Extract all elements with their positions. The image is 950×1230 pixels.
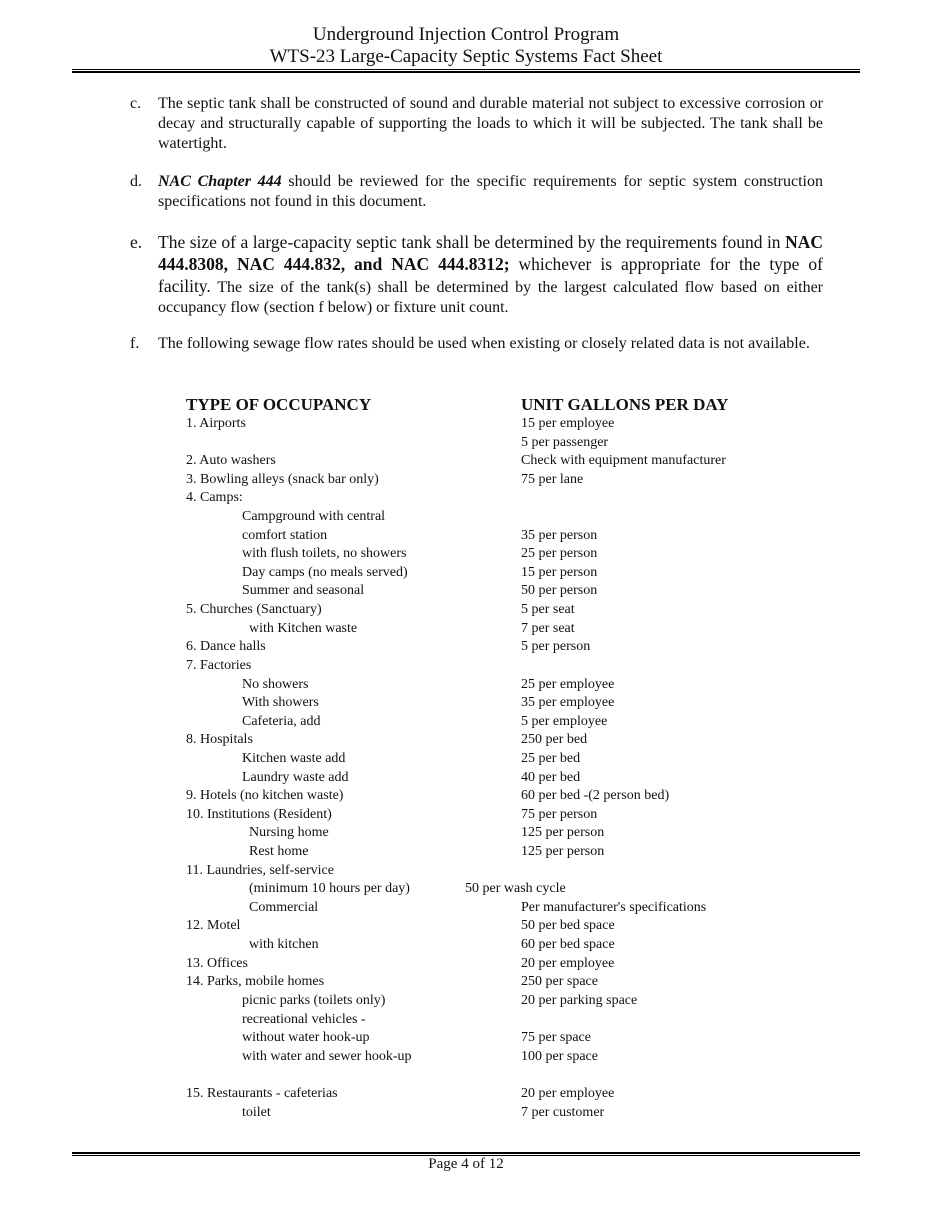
- table-row: With showers 35 per employee: [242, 695, 615, 710]
- table-header-occupancy: TYPE OF OCCUPANCY: [186, 395, 372, 414]
- table-row: toilet 7 per customer: [242, 1105, 605, 1120]
- table-row: 5. Churches (Sanctuary) 5 per seat: [186, 602, 575, 617]
- item-d: [130, 172, 823, 212]
- table-row: Campground with central: [242, 509, 386, 524]
- item-e-reference: NAC 444.8308, NAC 444.832, and NAC 444.8312;: [158, 232, 823, 274]
- item-d-reference: NAC Chapter 444: [158, 173, 282, 190]
- item-d-body: should be reviewed for the specific requirements for septic system construction specifications not found in this document.: [158, 173, 823, 210]
- table-header-gallons: UNIT GALLONS PER DAY: [521, 395, 729, 414]
- item-d-letter: d.: [130, 173, 142, 190]
- table-row: with kitchen 60 per bed space: [249, 937, 615, 952]
- header-program-title: Underground Injection Control Program: [312, 24, 620, 45]
- table-row: 9. Hotels (no kitchen waste) 60 per bed -(2 person bed): [186, 788, 670, 803]
- table-row: Rest home 125 per person: [249, 844, 605, 859]
- table-row: Cafeteria, add 5 per employee: [242, 714, 608, 729]
- table-row: Laundry waste add 40 per bed: [242, 770, 581, 785]
- table-row: recreational vehicles -: [242, 1012, 366, 1027]
- table-row: picnic parks (toilets only) 20 per parking space: [242, 993, 638, 1008]
- table-row: with Kitchen waste 7 per seat: [249, 621, 575, 636]
- table-row: 11. Laundries, self-service: [186, 863, 334, 878]
- table-row: without water hook-up 75 per space: [242, 1030, 591, 1045]
- item-e-text: [158, 232, 823, 318]
- table-row: Commercial Per manufacturer's specifications: [249, 900, 707, 915]
- table-row: 10. Institutions (Resident) 75 per person: [186, 807, 598, 822]
- table-row: 6. Dance halls 5 per person: [186, 639, 591, 654]
- table-row: Day camps (no meals served) 15 per person: [242, 565, 598, 580]
- table-row: 13. Offices 20 per employee: [186, 956, 615, 971]
- table-row: No showers 25 per employee: [242, 677, 615, 692]
- table-row: Nursing home 125 per person: [249, 825, 605, 840]
- header-rule-bottom: [72, 71, 860, 73]
- item-f: [130, 334, 823, 354]
- table-row: 15. Restaurants - cafeterias 20 per employee: [186, 1086, 615, 1101]
- table-row: Summer and seasonal 50 per person: [242, 583, 598, 598]
- table-row: 4. Camps:: [186, 490, 243, 505]
- header-rule-top: [72, 69, 860, 70]
- table-row: 2. Auto washers Check with equipment manufacturer: [186, 453, 726, 468]
- table-row: 8. Hospitals 250 per bed: [186, 732, 588, 747]
- table-row: with flush toilets, no showers 25 per person: [242, 546, 598, 561]
- table-row: 3. Bowling alleys (snack bar only) 75 per lane: [186, 472, 584, 487]
- item-c: [130, 94, 823, 154]
- table-row: 1. Airports 15 per employee: [186, 416, 615, 431]
- item-d-text: [158, 172, 823, 212]
- item-f-text: The following sewage flow rates should be used when existing or closely related data is not available.: [158, 335, 810, 352]
- page-header: [72, 24, 860, 68]
- table-row: 7. Factories: [186, 658, 252, 673]
- table-row: 14. Parks, mobile homes 250 per space: [186, 974, 598, 989]
- item-e-intro: The size of a large-capacity septic tank shall be determined by the requirements found in: [158, 232, 786, 252]
- item-e-facility: whichever is appropriate for the type of facility.: [158, 254, 823, 296]
- footer-rule-top: [72, 1152, 860, 1154]
- item-e-letter: e.: [130, 232, 143, 252]
- table-row: 12. Motel 50 per bed space: [186, 918, 615, 933]
- item-c-letter: c.: [130, 95, 142, 112]
- item-f-letter: f.: [130, 335, 140, 352]
- table-row: 5 per passenger: [521, 435, 609, 450]
- table-row: (minimum 10 hours per day) 50 per wash cycle: [249, 881, 566, 896]
- table-row: with water and sewer hook-up 100 per space: [242, 1049, 598, 1064]
- item-e: [130, 232, 823, 318]
- header-fact-sheet-title: WTS-23 Large-Capacity Septic Systems Fact Sheet: [269, 46, 663, 67]
- table-row: Kitchen waste add 25 per bed: [242, 751, 581, 766]
- item-c-text: The septic tank shall be constructed of sound and durable material not subject to excessive corrosion or decay and structurally capable of supporting the loads to which it will be subjected. The tank shall be watertight.: [158, 95, 823, 152]
- page-number: Page 4 of 12: [428, 1156, 504, 1172]
- table-row: comfort station 35 per person: [242, 528, 598, 543]
- item-e-sizing: The size of the tank(s) shall be determined by the largest calculated flow based on either occupancy flow (section f below) or fixture unit count.: [158, 279, 823, 316]
